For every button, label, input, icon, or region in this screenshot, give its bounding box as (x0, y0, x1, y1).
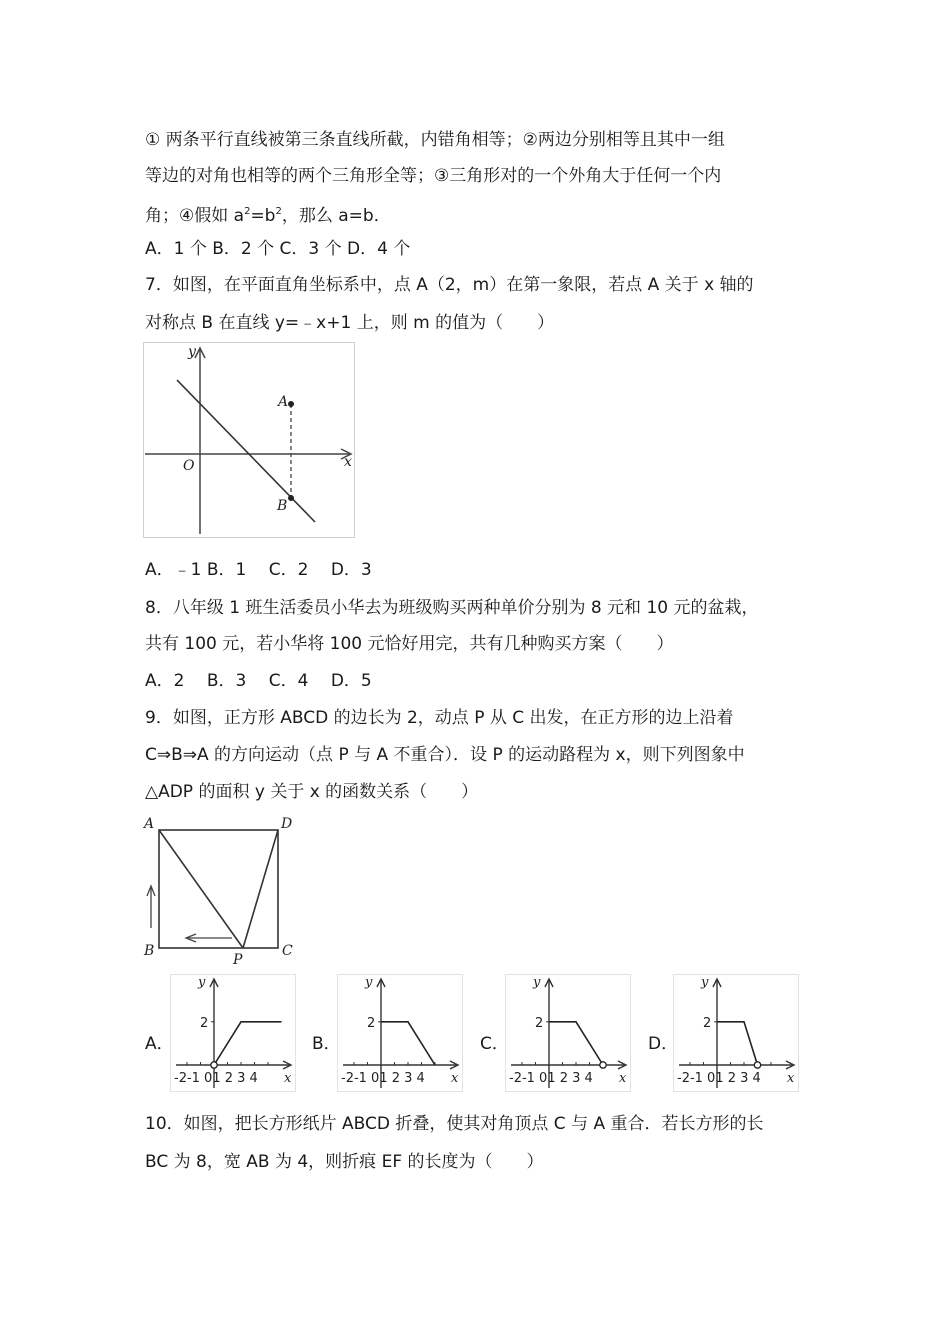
square-label-b: B (144, 943, 155, 959)
y-axis-label: y (701, 975, 709, 990)
point-a-dot (288, 401, 294, 407)
graph-option-c (505, 974, 631, 1092)
q6-line-1: ① 两条平行直线被第三条直线所截，内错角相等；②两边分别相等且其中一组 (145, 130, 725, 150)
q7-line-2: 对称点 B 在直线 y=﹣x+1 上，则 m 的值为（ ） (145, 313, 555, 333)
y-axis-label: y (188, 344, 196, 360)
x-axis-label: x (284, 1071, 292, 1086)
q7-line-1: 7．如图，在平面直角坐标系中，点 A（2，m）在第一象限，若点 A 关于 x 轴的 (145, 275, 754, 295)
graph-b-label: B． (312, 1034, 341, 1054)
q10-line-2: BC 为 8，宽 AB 为 4，则折痕 EF 的长度为（ ） (145, 1152, 544, 1172)
q9-square-figure (140, 812, 300, 968)
function-path (381, 1022, 435, 1065)
x-tick-labels: -2-1 01 2 3 4 (509, 1071, 593, 1086)
q6-line-2: 等边的对角也相等的两个三角形全等；③三角形对的一个外角大于任何一个内 (145, 166, 722, 186)
y-tick-label: 2 (703, 1015, 712, 1031)
graph-option-d (673, 974, 799, 1092)
q6-line-3: 角；④假如 $a^2=b^2$，那么 a=b． (145, 206, 391, 226)
x-axis-label: x (619, 1071, 627, 1086)
graph-option-b (337, 974, 463, 1092)
point-b-label: B (277, 498, 288, 514)
y-tick-label: 2 (200, 1015, 209, 1031)
function-path (214, 1022, 282, 1065)
x-axis-label: x (787, 1071, 795, 1086)
graph-option-a (170, 974, 296, 1092)
function-path (717, 1022, 758, 1065)
origin-label: O (183, 458, 195, 474)
open-circle (600, 1062, 606, 1068)
q8-line-1: 8．八年级 1 班生活委员小华去为班级购买两种单价分别为 8 元和 10 元的盆栽， (145, 598, 759, 618)
open-circle (211, 1062, 217, 1068)
y-tick-label: 2 (367, 1015, 376, 1031)
q9-line-1: 9．如图，正方形 ABCD 的边长为 2，动点 P 从 C 出发，在正方形的边上沿着 (145, 708, 734, 728)
graph-d-label: D． (648, 1034, 679, 1054)
square-label-c: C (282, 943, 293, 959)
q7-options: A．﹣1 B．1 C．2 D．3 (145, 560, 372, 580)
square-label-a: A (144, 816, 155, 832)
square-label-d: D (281, 816, 293, 832)
x-tick-labels: -2-1 01 2 3 4 (341, 1071, 425, 1086)
q10-line-1: 10．如图，把长方形纸片 ABCD 折叠，使其对角顶点 C 与 A 重合．若长方形的长 (145, 1114, 764, 1134)
function-path (549, 1022, 603, 1065)
x-axis-label: x (344, 454, 352, 470)
q9-line-2: C⇒B⇒A 的方向运动（点 P 与 A 不重合）．设 P 的运动路程为 x，则下列图象中 (145, 745, 745, 765)
x-axis-label: x (451, 1071, 459, 1086)
q8-line-2: 共有 100 元，若小华将 100 元恰好用完，共有几种购买方案（ ） (145, 634, 674, 654)
q9-line-3: △ADP 的面积 y 关于 x 的函数关系（ ） (145, 782, 479, 802)
q6-options: A．1 个 B．2 个 C．3 个 D．4 个 (145, 239, 411, 259)
point-b-dot (288, 495, 294, 501)
x-tick-labels: -2-1 01 2 3 4 (174, 1071, 258, 1086)
point-a-label: A (278, 394, 289, 410)
square-label-p: P (233, 952, 243, 968)
y-axis-label: y (533, 975, 541, 990)
q7-coordinate-figure (143, 342, 355, 538)
open-circle (754, 1062, 760, 1068)
graph-a-label: A． (145, 1034, 174, 1054)
x-tick-labels: -2-1 01 2 3 4 (677, 1071, 761, 1086)
q8-options: A．2 B．3 C．4 D．5 (145, 671, 372, 691)
y-tick-label: 2 (535, 1015, 544, 1031)
graph-c-label: C． (480, 1034, 509, 1054)
y-axis-label: y (198, 975, 206, 990)
y-axis-label: y (365, 975, 373, 990)
